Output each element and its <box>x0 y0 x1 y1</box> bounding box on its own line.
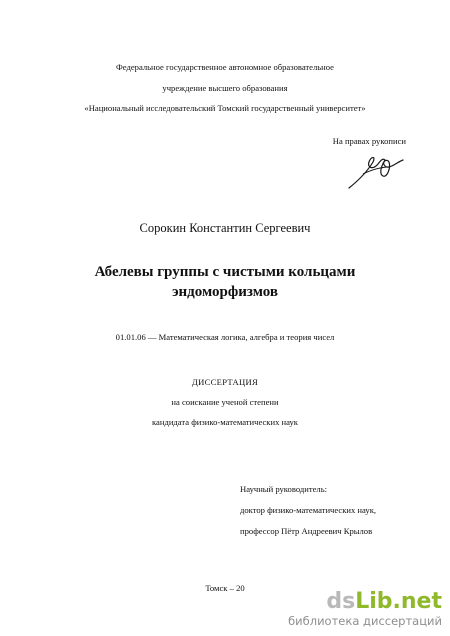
institution-line-3: «Национальный исследовательский Томский государственный университет» <box>84 103 366 113</box>
handwritten-signature <box>345 150 405 192</box>
dslib-logo: dsLib.net <box>326 589 442 614</box>
author-name: Сорокин Константин Сергеевич <box>139 221 311 235</box>
degree-line-1: на соискание ученой степени <box>171 397 279 407</box>
dissertation-title-line-2: эндоморфизмов <box>172 284 278 300</box>
city-year: Томск – 20 <box>205 583 245 593</box>
specialty-code: 01.01.06 — Математическая логика, алгебра и теория чисел <box>115 332 335 342</box>
dslib-watermark <box>288 591 442 628</box>
dissertation-title-line-1: Абелевы группы с чистыми кольцами <box>94 264 356 280</box>
manuscript-rights-note: На правах рукописи <box>332 136 406 146</box>
watermark-subtitle: библиотека диссертаций <box>288 614 442 628</box>
dissertation-label: ДИССЕРТАЦИЯ <box>191 377 259 387</box>
supervisor-degree: доктор физико-математических наук, <box>240 505 377 515</box>
supervisor-label: Научный руководитель: <box>240 484 328 494</box>
institution-line-1: Федеральное государственное автономное образовательное <box>115 62 335 72</box>
degree-line-2: кандидата физико-математических наук <box>152 417 298 427</box>
institution-line-2: учреждение высшего образования <box>162 83 288 93</box>
supervisor-name: профессор Пётр Андреевич Крылов <box>240 526 373 536</box>
